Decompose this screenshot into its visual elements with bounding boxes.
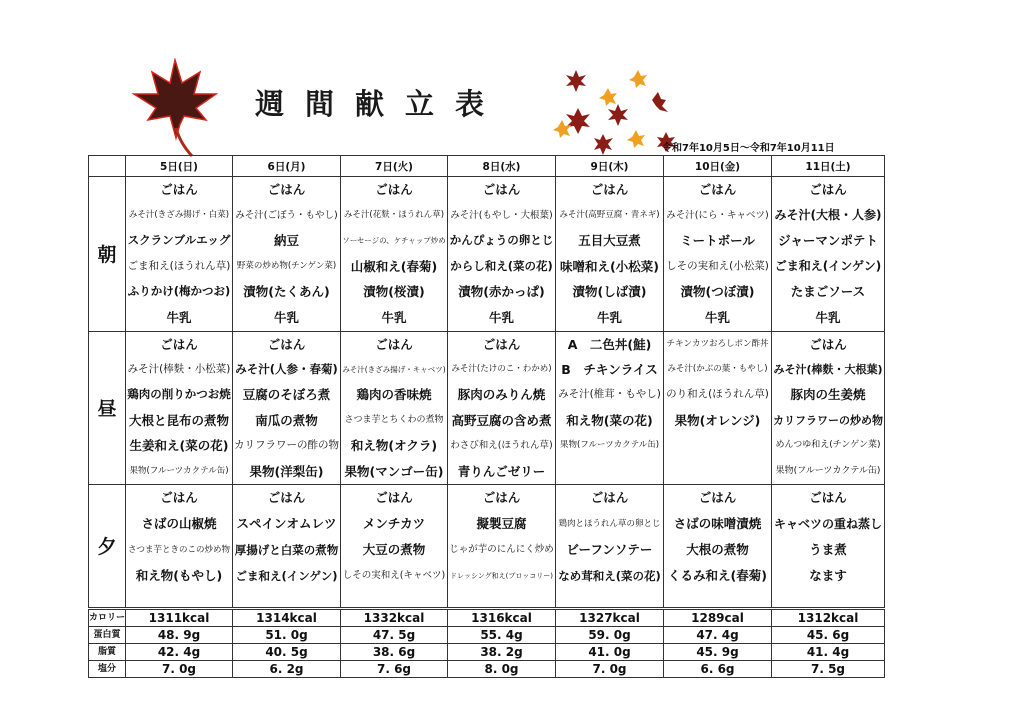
nutrition-value: 8. 0g xyxy=(448,660,556,677)
menu-item: ごはん xyxy=(809,489,847,505)
menu-item: じゃが芋のにんにく炒め xyxy=(449,543,554,555)
nutrition-value: 45. 9g xyxy=(664,643,772,660)
menu-cell xyxy=(664,484,772,608)
nutrition-value: 1311kcal xyxy=(126,608,233,626)
nutrition-value: 7. 5g xyxy=(772,660,885,677)
menu-item: 鶏肉の削りかつお焼 xyxy=(127,387,231,402)
menu-item: 豚肉のみりん焼 xyxy=(457,387,546,403)
menu-item: みそ汁(きざみ揚げ・キャベツ) xyxy=(342,364,446,374)
menu-item: 和え物(菜の花) xyxy=(566,412,653,428)
menu-cell xyxy=(664,177,772,332)
dinner-label: 夕 xyxy=(89,484,126,608)
menu-cell xyxy=(664,331,772,484)
menu-item: 擬製豆腐 xyxy=(476,515,527,531)
menu-item: ごはん xyxy=(482,489,521,505)
menu-item: さつま芋とちくわの煮物 xyxy=(344,414,444,425)
nutrition-value: 41. 4g xyxy=(772,643,885,660)
menu-item: くるみ和え(春菊) xyxy=(668,567,767,583)
maple-leaf-icon xyxy=(130,58,220,158)
menu-item: ごはん xyxy=(809,182,847,197)
menu-item: 果物(フルーツカクテル缶) xyxy=(775,465,881,476)
menu-item: 豚肉の生姜焼 xyxy=(790,387,866,403)
menu-item: 牛乳 xyxy=(704,309,730,325)
menu-item: 豆腐のそぼろ煮 xyxy=(242,387,331,403)
menu-item: 牛乳 xyxy=(596,309,622,325)
menu-item: 大根と昆布の煮物 xyxy=(128,412,229,428)
menu-item: 厚揚げと白菜の煮物 xyxy=(234,542,339,557)
menu-item: 南瓜の煮物 xyxy=(255,412,318,428)
day-header: 8日(水) xyxy=(448,156,556,177)
menu-item: ごはん xyxy=(809,336,847,352)
day-header: 10日(金) xyxy=(664,156,772,177)
nutrition-value: 1289cal xyxy=(664,608,772,626)
nutrition-value: 7. 0g xyxy=(556,660,664,677)
menu-item: 大豆の煮物 xyxy=(362,541,426,557)
nutrition-value: 1327kcal xyxy=(556,608,664,626)
menu-item: 和え物(オクラ) xyxy=(350,438,438,454)
menu-item: ごはん xyxy=(482,182,521,197)
menu-item: 漬物(赤かっぱ) xyxy=(458,284,545,300)
menu-item xyxy=(664,433,771,458)
menu-item: 生姜和え(菜の花) xyxy=(129,438,229,454)
menu-item: からし和え(菜の花) xyxy=(450,258,553,273)
menu-item: みそ汁(高野豆腐・青ネギ) xyxy=(559,209,660,220)
menu-item: みそ汁(かぶの葉・もやし) xyxy=(667,363,768,374)
menu-cell xyxy=(233,484,341,608)
menu-item: ジャーマンポテト xyxy=(778,233,878,249)
menu-item: ごはん xyxy=(590,489,629,505)
day-header: 5日(日) xyxy=(126,156,233,177)
menu-item: みそ汁(もやし・大根葉) xyxy=(450,209,553,221)
nutrition-label: 塩分 xyxy=(89,660,126,677)
nutrition-row xyxy=(89,643,885,660)
menu-item: のり和え(ほうれん草) xyxy=(666,388,769,401)
menu-cell xyxy=(448,331,556,484)
menu-item: 鶏肉の香味焼 xyxy=(356,387,432,403)
menu-item: 大根の煮物 xyxy=(686,541,749,557)
menu-item: ごはん xyxy=(267,182,306,197)
menu-cell xyxy=(772,484,885,608)
menu-cell xyxy=(772,177,885,332)
menu-cell xyxy=(772,331,885,484)
nutrition-value: 7. 0g xyxy=(126,660,233,677)
menu-cell xyxy=(448,484,556,608)
menu-item: チキンカツおろしポン酢丼 xyxy=(666,338,769,349)
nutrition-value: 45. 6g xyxy=(772,626,885,643)
nutrition-row xyxy=(89,626,885,643)
menu-item: 果物(フルーツカクテル缶) xyxy=(559,440,660,451)
menu-item: ごはん xyxy=(267,489,306,505)
day-header: 6日(月) xyxy=(233,156,341,177)
menu-item: ソーセージの、ケチャップ炒め xyxy=(342,236,446,246)
menu-item: 納豆 xyxy=(273,233,299,249)
menu-item xyxy=(664,459,771,484)
nutrition-label: 脂質 xyxy=(89,643,126,660)
menu-cell xyxy=(556,331,664,484)
menu-item: 味噌和え(小松菜) xyxy=(560,258,659,274)
menu-item: 漬物(たくあん) xyxy=(243,284,330,300)
menu-cell xyxy=(448,177,556,332)
menu-item: 漬物(つぼ漬) xyxy=(680,284,755,300)
menu-item: 牛乳 xyxy=(815,309,841,325)
menu-item: みそ汁(人参・春菊) xyxy=(235,361,338,376)
menu-item: ごはん xyxy=(375,182,413,197)
nutrition-value: 55. 4g xyxy=(448,626,556,643)
menu-cell xyxy=(341,484,448,608)
weekly-menu-table xyxy=(88,155,885,678)
nutrition-label: 蛋白質 xyxy=(89,626,126,643)
menu-item: 山椒和え(春菊) xyxy=(350,258,438,274)
menu-cell xyxy=(126,331,233,484)
menu-item: ごはん xyxy=(267,336,306,352)
nutrition-value: 6. 2g xyxy=(233,660,341,677)
day-header: 7日(火) xyxy=(341,156,448,177)
nutrition-value: 6. 6g xyxy=(664,660,772,677)
lunch-label: 昼 xyxy=(89,331,126,484)
menu-item: スペインオムレツ xyxy=(236,515,337,531)
menu-item: みそ汁(ごぼう・もやし) xyxy=(235,209,338,221)
menu-item: ビーフンソテー xyxy=(566,541,653,557)
page-title: 週間献立表 xyxy=(255,87,506,121)
menu-item: 果物(洋梨缶) xyxy=(249,463,324,479)
menu-item: たまごソース xyxy=(790,284,866,300)
menu-cell xyxy=(556,484,664,608)
nutrition-value: 40. 5g xyxy=(233,643,341,660)
nutrition-value: 48. 9g xyxy=(126,626,233,643)
menu-item: ごま和え(ほうれん草) xyxy=(127,259,231,272)
menu-item: ごはん xyxy=(375,336,413,352)
menu-item: めんつゆ和え(チンゲン菜) xyxy=(775,440,881,451)
menu-cell xyxy=(233,177,341,332)
menu-cell xyxy=(126,484,233,608)
menu-item: 高野豆腐の含め煮 xyxy=(451,412,552,428)
menu-item: 牛乳 xyxy=(273,309,299,325)
menu-item: さつま芋ときのこの炒め物 xyxy=(127,544,230,555)
menu-item: キャベツの重ね蒸し xyxy=(773,516,882,531)
menu-item: 果物(オレンジ) xyxy=(674,412,761,428)
menu-item: ごはん xyxy=(160,489,198,505)
menu-item: みそ汁(椎茸・もやし) xyxy=(558,388,661,401)
menu-item: スクランブルエッグ xyxy=(127,233,231,248)
menu-item: 牛乳 xyxy=(166,309,192,325)
menu-item: 果物(フルーツカクテル缶) xyxy=(129,465,229,476)
menu-item: うま煮 xyxy=(809,541,847,557)
nutrition-value: 41. 0g xyxy=(556,643,664,660)
menu-item: 青りんごゼリー xyxy=(457,463,546,479)
corner-cell xyxy=(89,156,126,177)
menu-item: ごま和え(インゲン) xyxy=(235,568,338,583)
menu-item: さばの山椒焼 xyxy=(141,515,217,531)
menu-item: カリフラワーの炒め物 xyxy=(773,413,883,427)
menu-item: 五目大豆煮 xyxy=(578,233,641,249)
menu-item: 牛乳 xyxy=(488,309,514,325)
nutrition-value: 38. 6g xyxy=(341,643,448,660)
menu-item xyxy=(556,459,663,484)
nutrition-value: 51. 0g xyxy=(233,626,341,643)
menu-cell xyxy=(233,331,341,484)
nutrition-value: 42. 4g xyxy=(126,643,233,660)
menu-item: ごはん xyxy=(375,489,413,505)
menu-item: みそ汁(棒麩・大根葉) xyxy=(773,362,883,376)
menu-cell xyxy=(341,331,448,484)
day-header: 9日(木) xyxy=(556,156,664,177)
menu-item: ごはん xyxy=(160,182,198,197)
menu-item: ごはん xyxy=(160,336,198,352)
menu-cell xyxy=(341,177,448,332)
menu-item: 野菜の炒め物(チンゲン菜) xyxy=(236,260,337,271)
menu-item: さばの味噌漬焼 xyxy=(673,515,762,531)
menu-cell xyxy=(556,177,664,332)
nutrition-value: 1314kcal xyxy=(233,608,341,626)
menu-item: かんぴょうの卵とじ xyxy=(449,233,554,248)
menu-item: なます xyxy=(809,567,847,583)
nutrition-value: 1316kcal xyxy=(448,608,556,626)
date-range: 令和7年10月5日～令和7年10月11日 xyxy=(662,143,835,154)
menu-item: ごはん xyxy=(482,336,521,352)
nutrition-value: 7. 6g xyxy=(341,660,448,677)
nutrition-value: 59. 0g xyxy=(556,626,664,643)
nutrition-value: 47. 4g xyxy=(664,626,772,643)
menu-item: カリフラワーの酢の物 xyxy=(234,439,339,452)
menu-item: ドレッシング和え(ブロッコリー) xyxy=(450,571,553,580)
menu-item: ごはん xyxy=(590,182,629,197)
nutrition-label: カロリー xyxy=(89,608,126,626)
menu-item: みそ汁(大根・人参) xyxy=(774,207,882,222)
day-header: 11日(土) xyxy=(772,156,885,177)
nutrition-value: 1332kcal xyxy=(341,608,448,626)
menu-item: しその実和え(小松菜) xyxy=(666,259,769,272)
menu-item: 牛乳 xyxy=(381,309,407,325)
menu-item: 果物(マンゴー缶) xyxy=(344,463,444,479)
menu-item: みそ汁(きざみ揚げ・白菜) xyxy=(128,209,230,220)
nutrition-value: 1312kcal xyxy=(772,608,885,626)
breakfast-label: 朝 xyxy=(89,177,126,332)
menu-item: メンチカツ xyxy=(362,515,426,531)
menu-item: 鶏肉とほうれん草の卵とじ xyxy=(558,518,661,529)
menu-item: ミートボール xyxy=(680,233,755,249)
menu-item: みそ汁(にら・キャベツ) xyxy=(666,209,769,221)
lunch-row xyxy=(89,331,885,484)
menu-item: みそ汁(棒麩・小松菜) xyxy=(127,362,231,375)
menu-item: B チキンライス xyxy=(561,361,658,377)
menu-item: ごはん xyxy=(698,182,737,197)
menu-item: ごはん xyxy=(698,489,737,505)
menu-item: A 二色丼(鮭) xyxy=(567,336,652,352)
day-header-row xyxy=(89,156,885,177)
menu-item: 漬物(桜漬) xyxy=(363,284,425,300)
nutrition-value: 47. 5g xyxy=(341,626,448,643)
menu-item: 和え物(もやし) xyxy=(135,567,223,583)
menu-item: しその実和え(キャベツ) xyxy=(342,569,446,581)
menu-item: ふりかけ(梅かつお) xyxy=(127,284,231,299)
menu-item: わさび和え(ほうれん草) xyxy=(450,440,553,452)
breakfast-row xyxy=(89,177,885,332)
menu-item: みそ汁(たけのこ・わかめ) xyxy=(451,363,552,374)
nutrition-row xyxy=(89,608,885,626)
menu-item: なめ茸和え(菜の花) xyxy=(558,568,661,583)
menu-item: ごま和え(インゲン) xyxy=(774,258,882,273)
dinner-row xyxy=(89,484,885,608)
menu-cell xyxy=(126,177,233,332)
menu-item: みそ汁(花麩・ほうれん草) xyxy=(343,209,445,220)
nutrition-row xyxy=(89,660,885,677)
nutrition-value: 38. 2g xyxy=(448,643,556,660)
menu-item: 漬物(しば漬) xyxy=(572,284,647,300)
